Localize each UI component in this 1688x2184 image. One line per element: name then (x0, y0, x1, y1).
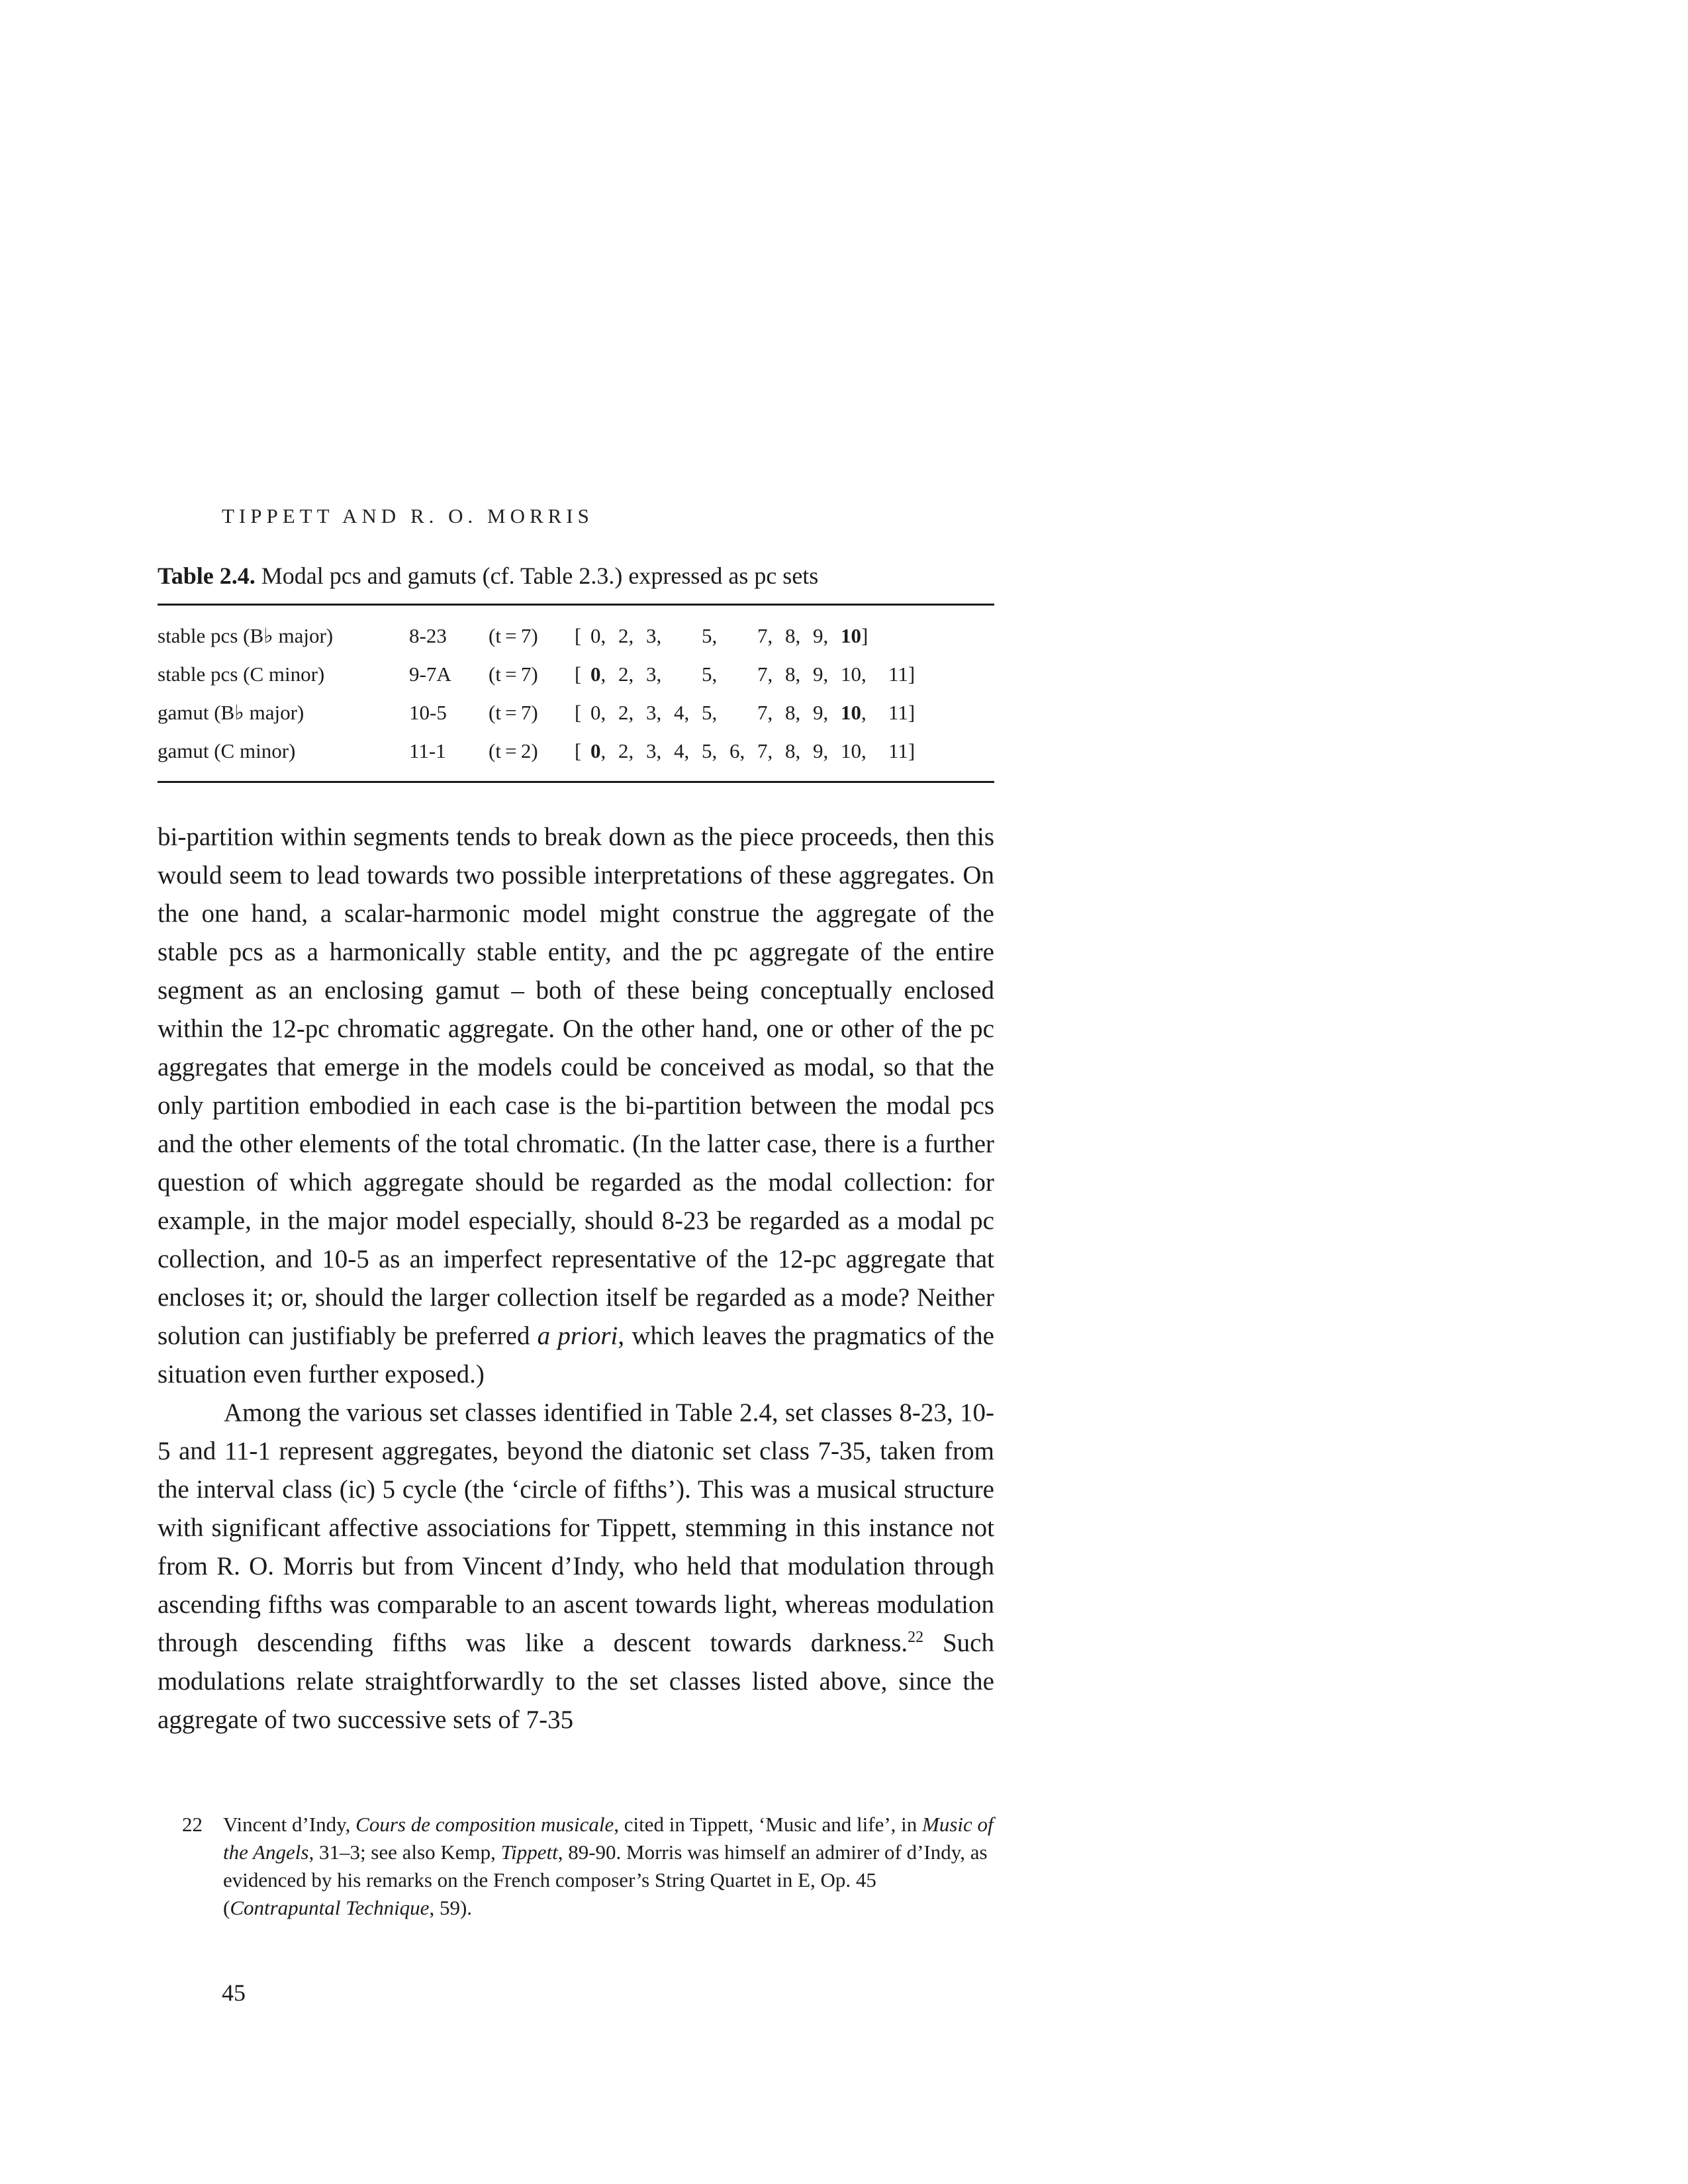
pc-value: 7, (757, 701, 773, 724)
pc-value: 5, (702, 662, 718, 686)
table-bottom-rule (158, 781, 994, 783)
pc-cell (841, 732, 888, 770)
close-bracket: ] (908, 701, 915, 724)
separator: , (861, 701, 867, 724)
pc-cell (888, 655, 927, 694)
transposition: (t = 7) (489, 624, 538, 647)
paragraph-2-text: Among the various set classes identified in Table 2.4, set classes 8-23, 10-5 and 11-1 represent aggregates, beyond the diatonic set class 7-35, taken from the interval class (ic) 5 cycle (the ‘circle of fifths’). This was a musical structure with significant affective associations for Tippett, stemming in this instance not from R. O. Morris but from Vincent d’Indy, who held that modulation through ascending fifths was comparable to an ascent towards light, whereas modulation through descending fifths was like a descent towards darkness. (158, 1398, 994, 1657)
pc-cell (888, 617, 927, 655)
pc-value: 7, (757, 739, 773, 762)
pc-value: 0 (590, 662, 601, 686)
pc-cell (590, 694, 618, 732)
open-bracket: [ (575, 624, 582, 647)
pc-value: 6, (729, 739, 745, 762)
pc-value: 3, (646, 701, 662, 724)
transposition: (t = 7) (489, 662, 538, 686)
pc-value: 2, (618, 701, 634, 724)
pc-cell (888, 694, 927, 732)
pc-value: 8, (785, 739, 801, 762)
table-row (158, 732, 927, 770)
pc-value: 11 (888, 662, 908, 686)
footnote-title-cours: Cours de composition musicale (355, 1813, 614, 1836)
pc-cell (674, 732, 702, 770)
close-bracket: ] (908, 662, 915, 686)
row-label: gamut (B♭ major) (158, 701, 305, 724)
pc-value: 2, (618, 739, 634, 762)
pc-cell (646, 694, 674, 732)
footnote-title-tippett: Tippett (500, 1841, 558, 1864)
paragraph-1-end: , which leaves the pragmatics of the situation even further exposed.) (158, 1322, 994, 1388)
pc-value: 0, (590, 624, 606, 647)
pc-cell (618, 694, 646, 732)
pc-cell (674, 694, 702, 732)
pc-value: 11 (888, 701, 908, 724)
close-bracket: ] (908, 739, 915, 762)
table-row (158, 694, 927, 732)
pc-cell (813, 694, 841, 732)
pc-cell (841, 655, 888, 694)
pc-value: 5, (702, 739, 718, 762)
row-label: stable pcs (B♭ major) (158, 624, 334, 647)
paragraph-1-text: bi-partition within segments tends to break down as the piece proceeds, then this would seem to lead towards two possible interpretations of these aggregates. On the one hand, a scalar-harmonic model might construe the aggregate of the stable pcs as a harmonically stable entity, and the pc aggregate of the entire segment as an enclosing gamut – both of these being conceptually enclosed within the 12-pc chromatic aggregate. On the other hand, one or other of the pc aggregates that emerge in the models could be conceived as modal, so that the only partition embodied in each case is the bi-partition between the modal pcs and the other elements of the total chromatic. (In the latter case, there is a further question of which aggregate should be regarded as the modal collection: for example, in the major model especially, should 8-23 be regarded as a modal pc collection, and 10-5 as an imperfect representative of the 12-pc aggregate that encloses it; or, should the larger collection itself be regarded as a mode? Neither solution can justifiably be preferred (158, 823, 994, 1350)
pc-cell (590, 732, 618, 770)
separator: , (600, 662, 606, 686)
pc-cell (785, 732, 813, 770)
pc-cell (702, 732, 729, 770)
pc-value: 10, (841, 662, 867, 686)
body-text (158, 818, 994, 1739)
table-caption (158, 560, 998, 592)
footnote-22 (182, 1811, 994, 1922)
running-head: TIPPETT AND R. O. MORRIS (222, 504, 594, 527)
pc-value: 9, (813, 701, 829, 724)
pc-cell (729, 617, 757, 655)
pc-value: 3, (646, 662, 662, 686)
open-bracket: [ (575, 701, 582, 724)
open-bracket: [ (575, 662, 582, 686)
close-bracket: ] (861, 624, 868, 647)
pc-value: 9, (813, 739, 829, 762)
pc-cell (757, 617, 785, 655)
pc-cell (785, 655, 813, 694)
paragraph-1-italic: a priori (537, 1322, 618, 1350)
paragraph-2-end: Such modulations relate straightforwardly to the set classes listed above, since the aggregate of two successive sets of 7-35 (158, 1629, 994, 1734)
pc-value: 0 (590, 739, 601, 762)
pc-cell (618, 732, 646, 770)
pc-cell (813, 617, 841, 655)
table-top-rule (158, 604, 994, 606)
pc-cell (729, 732, 757, 770)
pc-value: 10, (841, 739, 867, 762)
pc-cell (813, 732, 841, 770)
table-caption-label: Table 2.4. (158, 563, 256, 589)
pc-value: 10 (841, 624, 861, 647)
row-label: gamut (C minor) (158, 739, 296, 762)
footnote-number: 22 (182, 1813, 203, 1836)
pc-cell (841, 617, 888, 655)
pc-cell (702, 694, 729, 732)
pc-value: 7, (757, 624, 773, 647)
pc-cell (729, 694, 757, 732)
pc-value: 7, (757, 662, 773, 686)
pc-cell (757, 655, 785, 694)
pc-value: 0, (590, 701, 606, 724)
pc-set-table (158, 617, 927, 770)
pc-cell (646, 617, 674, 655)
pc-cell (841, 694, 888, 732)
table-caption-text: Modal pcs and gamuts (cf. Table 2.3.) expressed as pc sets (255, 563, 819, 589)
page-number: 45 (222, 1979, 246, 2006)
pc-cell (590, 655, 618, 694)
transposition: (t = 2) (489, 739, 538, 762)
row-label: stable pcs (C minor) (158, 662, 325, 686)
table-row (158, 655, 927, 694)
set-class: 8-23 (409, 624, 447, 647)
pc-value: 5, (702, 624, 718, 647)
pc-value: 2, (618, 624, 634, 647)
pc-cell (702, 617, 729, 655)
footnote-title-contrapuntal: Contrapuntal Technique (230, 1896, 430, 1919)
paragraph-2 (158, 1394, 994, 1739)
pc-cell (757, 694, 785, 732)
pc-cell (646, 732, 674, 770)
pc-value: 4, (674, 739, 690, 762)
pc-cell (888, 732, 927, 770)
pc-value: 5, (702, 701, 718, 724)
pc-value: 3, (646, 624, 662, 647)
transposition: (t = 7) (489, 701, 538, 724)
set-class: 9-7A (409, 662, 451, 686)
pc-value: 2, (618, 662, 634, 686)
pc-cell (813, 655, 841, 694)
pc-value: 4, (674, 701, 690, 724)
pc-cell (674, 655, 702, 694)
pc-cell (729, 655, 757, 694)
pc-value: 8, (785, 701, 801, 724)
footnote-title-angels: Music of the Angels (223, 1813, 994, 1864)
pc-value: 9, (813, 624, 829, 647)
pc-cell (618, 617, 646, 655)
set-class: 10-5 (409, 701, 447, 724)
pc-value: 10 (841, 701, 861, 724)
pc-cell (702, 655, 729, 694)
pc-cell (757, 732, 785, 770)
table-row (158, 617, 927, 655)
paragraph-1 (158, 818, 994, 1394)
pc-cell (785, 617, 813, 655)
pc-value: 11 (888, 739, 908, 762)
pc-value: 8, (785, 662, 801, 686)
pc-cell (618, 655, 646, 694)
footnote-text: Vincent d’Indy, Cours de composition musicale, cited in Tippett, ‘Music and life’, in Music of the Angels, 31–3; see also Kemp, Tippett, 89-90. Morris was himself an admirer of d’Indy, as evidenced by his remarks on the French composer’s String Quartet in E, Op. 45 (Contrapuntal Technique, 59). (223, 1813, 994, 1919)
pc-cell (785, 694, 813, 732)
pc-value: 8, (785, 624, 801, 647)
separator: , (600, 739, 606, 762)
set-class: 11-1 (409, 739, 446, 762)
footnote-ref-22[interactable]: 22 (908, 1629, 924, 1646)
pc-cell (590, 617, 618, 655)
pc-cell (646, 655, 674, 694)
pc-cell (674, 617, 702, 655)
open-bracket: [ (575, 739, 582, 762)
pc-value: 9, (813, 662, 829, 686)
pc-value: 3, (646, 739, 662, 762)
